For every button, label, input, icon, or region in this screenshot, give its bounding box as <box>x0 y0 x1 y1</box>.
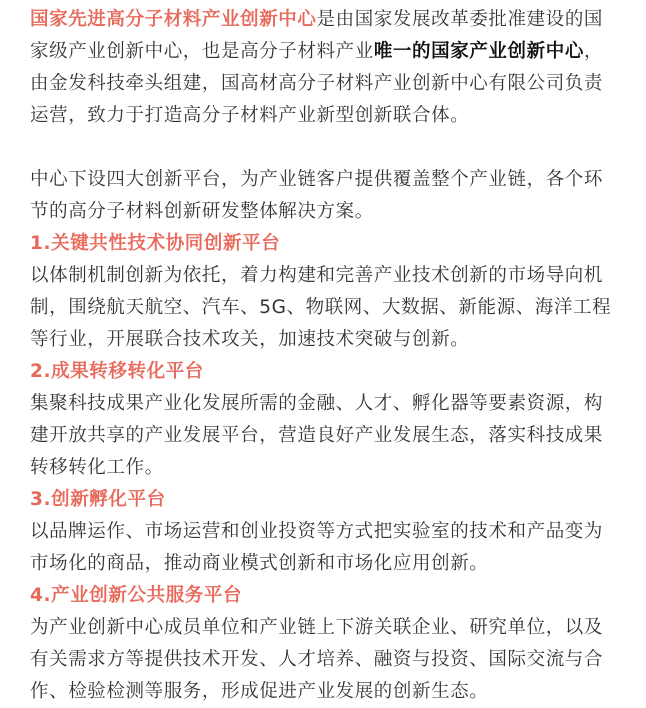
platform-2-body: 集聚科技成果产业化发展所需的金融、人才、孵化器等要素资源，构建开放共享的产业发展平台，营造良好产业发展生态，落实科技成果转移转化工作。 <box>30 393 604 478</box>
paragraph-spacer <box>30 132 620 164</box>
intro-text-part-2: ，由金发科技牵头组建，国高材高分子材料产业创新中心有限公司负责运营，致力于打造高分子材料产业新型创新联合体。 <box>30 41 604 126</box>
center-name-highlight: 国家先进高分子材料产业创新中心 <box>30 9 317 30</box>
overview-paragraph: 中心下设四大创新平台，为产业链客户提供覆盖整个产业链，各个环节的高分子材料创新研发整体解决方案。 <box>30 169 604 222</box>
intro-paragraph <box>30 4 620 132</box>
platform-1-heading: 1.关键共性技术协同创新平台 <box>30 233 281 254</box>
platform-3-heading: 3.创新孵化平台 <box>30 489 166 510</box>
platform-3-body: 以品牌运作、市场运营和创业投资等方式把实验室的技术和产品变为市场化的商品，推动商业模式创新和市场化应用创新。 <box>30 521 604 574</box>
intro-text-part-1: 是由国家发展改革委批准建设的国家级产业创新中心，也是高分子材料产业 <box>30 9 604 62</box>
platform-4-body: 为产业创新中心成员单位和产业链上下游关联企业、研究单位，以及有关需求方等提供技术开发、人才培养、融资与投资、国际交流与合作、检验检测等服务，形成促进产业发展的创新生态。 <box>30 617 604 702</box>
unique-center-emphasis: 唯一的国家产业创新中心 <box>373 41 584 62</box>
platform-4-heading: 4.产业创新公共服务平台 <box>30 585 243 606</box>
platform-2-heading: 2.成果转移转化平台 <box>30 361 204 382</box>
platform-1-body: 以体制机制创新为依托，着力构建和完善产业技术创新的市场导向机制，围绕航天航空、汽车、5G、物联网、大数据、新能源、海洋工程等行业，开展联合技术攻关，加速技术突破与创新。 <box>30 265 612 350</box>
